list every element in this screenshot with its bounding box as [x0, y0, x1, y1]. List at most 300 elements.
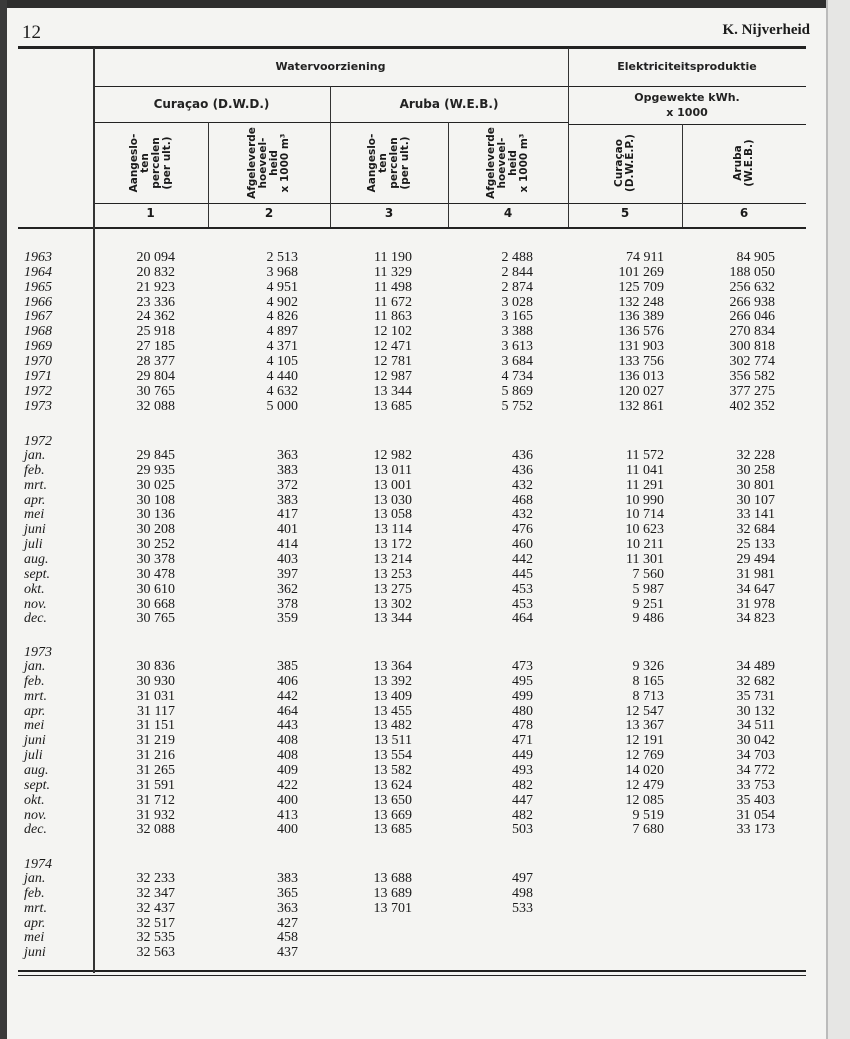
cell-col-4: 432 [512, 507, 533, 523]
cell-col-3: 13 482 [373, 718, 412, 734]
table-row [0, 265, 820, 280]
cell-col-5: 101 269 [618, 264, 664, 280]
row-label: sept. [24, 566, 51, 582]
cell-col-3: 13 392 [373, 673, 412, 689]
cell-col-1: 32 563 [136, 945, 175, 961]
header-curacao-dwd: Curaçao (D.W.D.) [153, 97, 270, 111]
table-row [0, 822, 820, 837]
table-row [0, 778, 820, 793]
cell-col-1: 29 804 [136, 368, 175, 384]
cell-col-1: 30 208 [136, 522, 175, 538]
cell-col-6: 30 801 [736, 477, 775, 493]
table-row [0, 763, 820, 778]
table-bottom-rule [18, 970, 806, 972]
table-row [0, 916, 820, 931]
row-label: 1966 [24, 294, 52, 310]
col-number: 6 [739, 206, 749, 220]
cell-col-2: 4 371 [266, 339, 298, 355]
cell-col-6: 34 647 [736, 581, 775, 597]
row-label: juni [24, 522, 46, 538]
cell-col-3: 13 689 [373, 885, 412, 901]
row-label: nov. [24, 807, 47, 823]
cell-col-5: 7 560 [632, 566, 664, 582]
col-header-5: Curaçao (D.W.E.P.) [613, 133, 636, 192]
cell-col-4: 495 [512, 673, 533, 689]
cell-col-6: 29 494 [736, 551, 775, 567]
cell-col-1: 30 610 [136, 581, 175, 597]
cell-col-3: 13 344 [373, 611, 412, 627]
cell-col-5: 132 248 [618, 294, 664, 310]
cell-col-2: 401 [277, 522, 298, 538]
table-row [0, 793, 820, 808]
cell-col-2: 414 [277, 537, 298, 553]
row-label: mei [24, 718, 45, 734]
cell-col-3: 11 329 [374, 264, 412, 280]
cell-col-3: 13 685 [373, 822, 412, 838]
row-label: mei [24, 930, 45, 946]
cell-col-3: 13 688 [373, 871, 412, 886]
cell-col-3: 13 030 [373, 492, 412, 508]
cell-col-2: 363 [277, 900, 298, 916]
cell-col-5: 11 291 [626, 477, 664, 493]
cell-col-5: 9 326 [632, 659, 664, 674]
row-label: 1963 [24, 250, 52, 265]
row-label: apr. [24, 703, 46, 719]
cell-col-2: 408 [277, 733, 298, 749]
cell-col-3: 13 685 [373, 398, 412, 414]
row-label: jan. [24, 448, 46, 463]
table-row [0, 808, 820, 823]
group-label-row [0, 434, 820, 449]
cell-col-4: 480 [512, 703, 533, 719]
cell-col-6: 31 054 [736, 807, 775, 823]
cell-col-4: 2 874 [501, 279, 533, 295]
cell-col-1: 30 025 [136, 477, 175, 493]
cell-col-2: 385 [277, 659, 298, 674]
row-label: okt. [24, 581, 45, 597]
cell-col-5: 131 903 [618, 339, 664, 355]
row-label: jan. [24, 871, 46, 886]
cell-col-1: 30 136 [136, 507, 175, 523]
row-label: juli [24, 748, 43, 764]
cell-col-2: 403 [277, 551, 298, 567]
table-row [0, 448, 820, 463]
cell-col-3: 13 214 [373, 551, 412, 567]
table-row [0, 659, 820, 674]
cell-col-6: 31 978 [736, 596, 775, 612]
cell-col-1: 27 185 [136, 339, 175, 355]
table-row [0, 507, 820, 522]
cell-col-3: 13 302 [373, 596, 412, 612]
cell-col-1: 32 517 [136, 915, 175, 931]
cell-col-5: 14 020 [625, 762, 664, 778]
cell-col-3: 13 001 [373, 477, 412, 493]
col-header-6: Aruba (W.E.B.) [732, 138, 755, 187]
cell-col-2: 362 [277, 581, 298, 597]
adjacent-page-edge [826, 0, 850, 1039]
page-number: 12 [22, 22, 41, 43]
cell-col-5: 10 714 [625, 507, 664, 523]
cell-col-2: 372 [277, 477, 298, 493]
cell-col-6: 266 046 [729, 309, 775, 325]
cell-col-4: 2 844 [501, 264, 533, 280]
cell-col-4: 449 [512, 748, 533, 764]
cell-col-6: 34 511 [737, 718, 775, 734]
cell-col-2: 4 826 [266, 309, 298, 325]
cell-col-2: 417 [277, 507, 298, 523]
cell-col-6: 33 173 [736, 822, 775, 838]
cell-col-3: 12 471 [373, 339, 412, 355]
cell-col-3: 13 669 [373, 807, 412, 823]
cell-col-1: 31 151 [136, 718, 175, 734]
row-label: juni [24, 945, 46, 961]
cell-col-1: 32 535 [136, 930, 175, 946]
row-label: juni [24, 733, 46, 749]
cell-col-2: 383 [277, 871, 298, 886]
row-label: 1969 [24, 339, 52, 355]
row-label: apr. [24, 492, 46, 508]
cell-col-1: 31 265 [136, 762, 175, 778]
row-label: aug. [24, 551, 49, 567]
cell-col-3: 13 650 [373, 792, 412, 808]
table-row [0, 597, 820, 612]
cell-col-1: 31 932 [136, 807, 175, 823]
cell-col-2: 383 [277, 492, 298, 508]
cell-col-4: 453 [512, 581, 533, 597]
cell-col-5: 11 041 [626, 462, 664, 478]
group-year-label: 1972 [24, 434, 52, 449]
row-label: feb. [24, 673, 45, 689]
cell-col-1: 31 591 [136, 777, 175, 793]
cell-col-4: 476 [512, 522, 533, 538]
row-label: 1967 [24, 309, 52, 325]
cell-col-3: 13 624 [373, 777, 412, 793]
row-label: apr. [24, 915, 46, 931]
row-label: mrt. [24, 900, 47, 916]
cell-col-1: 31 216 [136, 748, 175, 764]
cell-col-5: 132 861 [618, 398, 664, 414]
cell-col-3: 13 275 [373, 581, 412, 597]
table-row [0, 689, 820, 704]
col-header-3: Aangeslo- ten percelen (per ult.) [366, 133, 411, 192]
cell-col-1: 31 712 [136, 792, 175, 808]
section-title: K. Nijverheid [722, 22, 810, 38]
row-label: 1965 [24, 279, 52, 295]
cell-col-6: 32 682 [736, 673, 775, 689]
cell-col-6: 377 275 [729, 383, 775, 399]
row-label: aug. [24, 762, 49, 778]
col-number: 2 [264, 206, 274, 220]
row-label: nov. [24, 596, 47, 612]
cell-col-3: 12 781 [373, 353, 412, 369]
cell-col-1: 32 088 [136, 398, 175, 414]
row-label: mrt. [24, 477, 47, 493]
cell-col-2: 2 513 [266, 250, 298, 265]
cell-col-2: 464 [277, 703, 298, 719]
cell-col-2: 4 902 [266, 294, 298, 310]
cell-col-6: 34 772 [736, 762, 775, 778]
cell-col-6: 33 753 [736, 777, 775, 793]
table-row [0, 369, 820, 384]
table-top-rule [18, 46, 806, 49]
table-row [0, 871, 820, 886]
cell-col-2: 422 [277, 777, 298, 793]
cell-col-1: 32 233 [136, 871, 175, 886]
cell-col-1: 30 765 [136, 611, 175, 627]
cell-col-1: 30 930 [136, 673, 175, 689]
col-number: 1 [146, 206, 155, 220]
cell-col-2: 359 [277, 611, 298, 627]
table-row [0, 674, 820, 689]
cell-col-3: 13 455 [373, 703, 412, 719]
table-row [0, 901, 820, 916]
cell-col-5: 74 911 [626, 250, 664, 265]
table-row [0, 733, 820, 748]
cell-col-5: 9 251 [632, 596, 664, 612]
cell-col-3: 13 011 [374, 462, 412, 478]
cell-col-5: 136 576 [618, 324, 664, 340]
cell-col-4: 447 [512, 792, 533, 808]
cell-col-5: 9 519 [632, 807, 664, 823]
cell-col-3: 11 863 [374, 309, 412, 325]
table-row [0, 295, 820, 310]
cell-col-1: 32 347 [136, 885, 175, 901]
cell-col-6: 30 258 [736, 462, 775, 478]
cell-col-1: 21 923 [136, 279, 175, 295]
cell-col-4: 3 028 [501, 294, 533, 310]
cell-col-3: 13 344 [373, 383, 412, 399]
cell-col-3: 13 582 [373, 762, 412, 778]
cell-col-6: 188 050 [729, 264, 775, 280]
cell-col-2: 437 [277, 945, 298, 961]
cell-col-1: 28 377 [136, 353, 175, 369]
cell-col-5: 125 709 [618, 279, 664, 295]
row-label: 1972 [24, 383, 52, 399]
cell-col-2: 378 [277, 596, 298, 612]
row-label: 1968 [24, 324, 52, 340]
col-number: 5 [620, 206, 630, 220]
table-bottom-rule [18, 975, 806, 976]
cell-col-4: 503 [512, 822, 533, 838]
cell-col-1: 20 094 [136, 250, 175, 265]
scan-top-edge [0, 0, 850, 8]
table-row [0, 945, 820, 960]
row-label: feb. [24, 462, 45, 478]
cell-col-6: 34 489 [736, 659, 775, 674]
cell-col-2: 427 [277, 915, 298, 931]
cell-col-1: 30 378 [136, 551, 175, 567]
table-row [0, 399, 820, 414]
cell-col-4: 5 869 [501, 383, 533, 399]
cell-col-3: 13 253 [373, 566, 412, 582]
cell-col-1: 30 836 [136, 659, 175, 674]
cell-col-3: 11 190 [374, 250, 412, 265]
col-number: 3 [384, 206, 394, 220]
cell-col-4: 453 [512, 596, 533, 612]
table-row [0, 339, 820, 354]
table-row [0, 309, 820, 324]
cell-col-3: 12 987 [373, 368, 412, 384]
cell-col-2: 443 [277, 718, 298, 734]
cell-col-6: 32 684 [736, 522, 775, 538]
cell-col-5: 10 623 [625, 522, 664, 538]
cell-col-6: 34 823 [736, 611, 775, 627]
table-row [0, 582, 820, 597]
cell-col-6: 256 632 [729, 279, 775, 295]
row-label: 1971 [24, 368, 52, 384]
cell-col-4: 5 752 [501, 398, 533, 414]
cell-col-6: 25 133 [736, 537, 775, 553]
cell-col-2: 397 [277, 566, 298, 582]
cell-col-6: 300 818 [729, 339, 775, 355]
row-label: mrt. [24, 688, 47, 704]
cell-col-6: 30 042 [736, 733, 775, 749]
row-label: 1970 [24, 353, 52, 369]
cell-col-2: 409 [277, 762, 298, 778]
cell-col-6: 31 981 [736, 566, 775, 582]
cell-col-1: 30 252 [136, 537, 175, 553]
group-label-row [0, 645, 820, 660]
cell-col-4: 498 [512, 885, 533, 901]
cell-col-5: 8 713 [632, 688, 664, 704]
table-row [0, 354, 820, 369]
cell-col-3: 13 511 [374, 733, 412, 749]
row-label: sept. [24, 777, 51, 793]
table-row [0, 748, 820, 763]
cell-col-5: 12 191 [625, 733, 664, 749]
cell-col-5: 11 572 [626, 448, 664, 463]
cell-col-1: 31 031 [136, 688, 175, 704]
cell-col-1: 20 832 [136, 264, 175, 280]
cell-col-6: 302 774 [729, 353, 775, 369]
cell-col-4: 442 [512, 551, 533, 567]
cell-col-4: 432 [512, 477, 533, 493]
row-label: jan. [24, 659, 46, 674]
cell-col-4: 497 [512, 871, 533, 886]
cell-col-2: 365 [277, 885, 298, 901]
cell-col-5: 9 486 [632, 611, 664, 627]
row-label: okt. [24, 792, 45, 808]
header-rule [93, 203, 806, 204]
cell-col-6: 32 228 [736, 448, 775, 463]
cell-col-3: 13 554 [373, 748, 412, 764]
cell-col-4: 436 [512, 462, 533, 478]
cell-col-1: 24 362 [136, 309, 175, 325]
table-row [0, 463, 820, 478]
cell-col-5: 7 680 [632, 822, 664, 838]
header-rule [568, 86, 806, 87]
cell-col-6: 35 403 [736, 792, 775, 808]
table-row [0, 280, 820, 295]
cell-col-3: 12 102 [373, 324, 412, 340]
table-row [0, 522, 820, 537]
cell-col-4: 473 [512, 659, 533, 674]
cell-col-3: 13 172 [373, 537, 412, 553]
cell-col-1: 30 765 [136, 383, 175, 399]
cell-col-4: 468 [512, 492, 533, 508]
cell-col-2: 4 897 [266, 324, 298, 340]
cell-col-2: 413 [277, 807, 298, 823]
cell-col-4: 2 488 [501, 250, 533, 265]
group-year-label: 1973 [24, 645, 52, 660]
cell-col-6: 34 703 [736, 748, 775, 764]
cell-col-5: 10 990 [625, 492, 664, 508]
cell-col-3: 13 409 [373, 688, 412, 704]
cell-col-5: 5 987 [632, 581, 664, 597]
table-row [0, 704, 820, 719]
cell-col-5: 12 085 [625, 792, 664, 808]
cell-col-6: 84 905 [736, 250, 775, 265]
header-aruba-web: Aruba (W.E.B.) [399, 97, 499, 111]
cell-col-6: 30 132 [736, 703, 775, 719]
cell-col-6: 33 141 [736, 507, 775, 523]
cell-col-5: 13 367 [625, 718, 664, 734]
table-row [0, 478, 820, 493]
cell-col-1: 30 108 [136, 492, 175, 508]
cell-col-2: 5 000 [266, 398, 298, 414]
table-row [0, 886, 820, 901]
cell-col-4: 436 [512, 448, 533, 463]
cell-col-2: 3 968 [266, 264, 298, 280]
cell-col-3: 13 114 [374, 522, 412, 538]
cell-col-2: 4 951 [266, 279, 298, 295]
cell-col-4: 493 [512, 762, 533, 778]
cell-col-5: 136 389 [618, 309, 664, 325]
cell-col-3: 13 364 [373, 659, 412, 674]
cell-col-4: 3 613 [501, 339, 533, 355]
cell-col-2: 442 [277, 688, 298, 704]
table-row [0, 611, 820, 626]
col-header-2: Afgeleverde hoeveel- heid x 1000 m³ [246, 126, 291, 199]
cell-col-1: 29 845 [136, 448, 175, 463]
cell-col-4: 460 [512, 537, 533, 553]
cell-col-4: 482 [512, 777, 533, 793]
cell-col-4: 533 [512, 900, 533, 916]
cell-col-2: 363 [277, 448, 298, 463]
row-label: juli [24, 537, 43, 553]
header-opgewekte-kwh: Opgewekte kWh. x 1000 [634, 91, 740, 119]
group-year-label: 1974 [24, 857, 52, 872]
cell-col-5: 12 769 [625, 748, 664, 764]
col-header-4: Afgeleverde hoeveel- heid x 1000 m³ [485, 126, 530, 199]
row-label: mei [24, 507, 45, 523]
cell-col-4: 445 [512, 566, 533, 582]
table-row [0, 537, 820, 552]
cell-col-6: 266 938 [729, 294, 775, 310]
group-label-row [0, 857, 820, 872]
table-row [0, 493, 820, 508]
cell-col-6: 30 107 [736, 492, 775, 508]
cell-col-4: 471 [512, 733, 533, 749]
cell-col-4: 3 165 [501, 309, 533, 325]
cell-col-2: 4 440 [266, 368, 298, 384]
row-label: 1973 [24, 398, 52, 414]
cell-col-2: 4 105 [266, 353, 298, 369]
cell-col-5: 12 479 [625, 777, 664, 793]
cell-col-6: 356 582 [729, 368, 775, 384]
col-number: 4 [503, 206, 513, 220]
cell-col-5: 136 013 [618, 368, 664, 384]
cell-col-2: 4 632 [266, 383, 298, 399]
table-row [0, 250, 820, 265]
cell-col-1: 30 668 [136, 596, 175, 612]
cell-col-3: 13 701 [373, 900, 412, 916]
table-row [0, 718, 820, 733]
cell-col-2: 458 [277, 930, 298, 946]
cell-col-5: 11 301 [626, 551, 664, 567]
row-label: feb. [24, 885, 45, 901]
cell-col-5: 8 165 [632, 673, 664, 689]
